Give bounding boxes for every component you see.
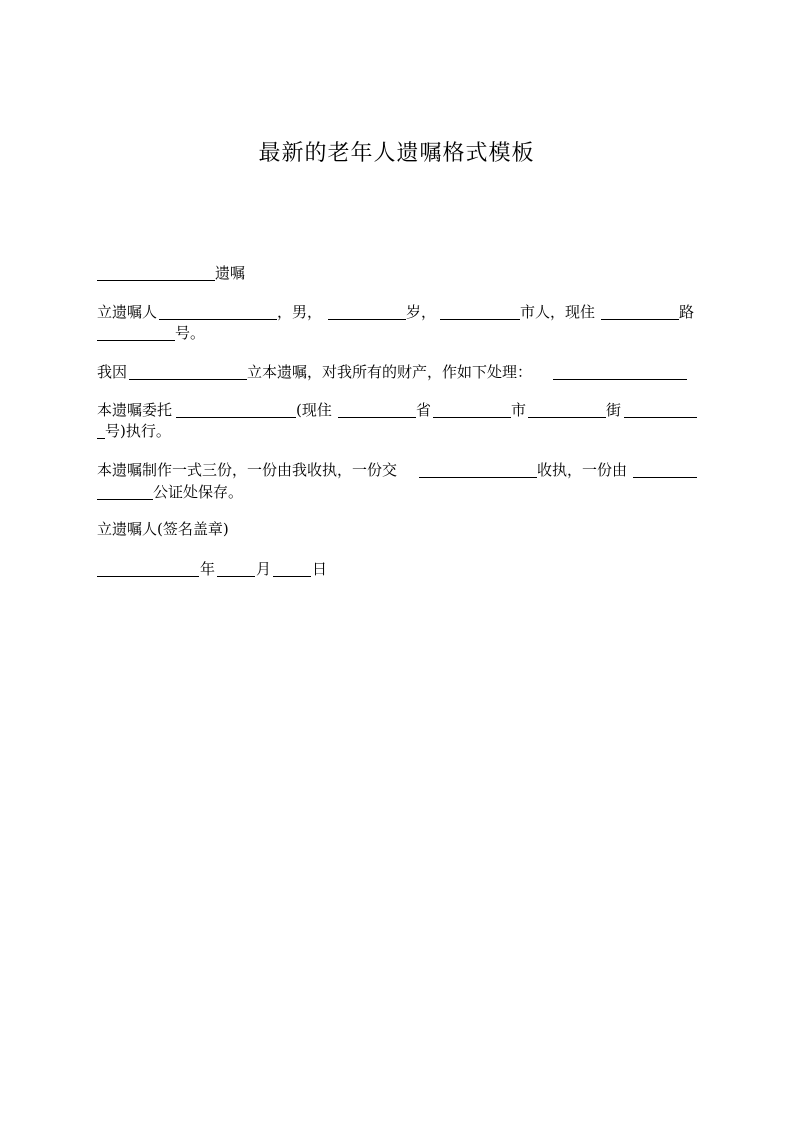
testator-label: 立遗嘱人 — [97, 303, 158, 321]
blank-street[interactable] — [528, 417, 606, 418]
number-unit: 号。 — [175, 324, 206, 342]
blank-road[interactable] — [601, 319, 679, 320]
blank-age[interactable] — [328, 319, 406, 320]
document-title: 最新的老年人遗嘱格式模板 — [258, 141, 535, 166]
blank-executor-number-cont[interactable] — [97, 438, 105, 439]
month-unit: 月 — [256, 560, 272, 578]
blank-reason[interactable] — [129, 379, 247, 380]
city-unit: 市人，现住 — [520, 303, 596, 321]
age-unit: 岁， — [406, 303, 437, 321]
blank-executor-city[interactable] — [433, 417, 511, 418]
copies-tail: 公证处保存。 — [153, 483, 244, 501]
reason-prefix: 我因 — [97, 363, 128, 381]
blank-province[interactable] — [338, 417, 416, 418]
executor-city-unit: 市 — [511, 401, 527, 419]
blank-year[interactable] — [97, 576, 199, 577]
day-unit: 日 — [312, 560, 328, 578]
will-heading-suffix: 遗嘱 — [215, 264, 246, 282]
gender-text: ，男， — [277, 303, 323, 321]
copies-middle: 收执，一份由 — [537, 461, 628, 479]
blank-notary-office[interactable] — [633, 477, 697, 478]
blank-house-number[interactable] — [97, 340, 175, 341]
blank-testator-name[interactable] — [97, 280, 215, 281]
blank-notary-office-cont[interactable] — [97, 499, 153, 500]
executor-tail: 号)执行。 — [105, 422, 171, 440]
province-unit: 省 — [416, 401, 432, 419]
reason-middle: 立本遗嘱，对我所有的财产，作如下处理： — [247, 363, 533, 381]
blank-disposition[interactable] — [553, 379, 687, 380]
year-unit: 年 — [200, 560, 216, 578]
street-unit: 街 — [606, 401, 622, 419]
blank-copy-holder[interactable] — [419, 477, 537, 478]
blank-executor[interactable] — [176, 417, 296, 418]
road-unit: 路 — [679, 303, 695, 321]
blank-day[interactable] — [273, 576, 311, 577]
blank-month[interactable] — [217, 576, 255, 577]
executor-address-open: (现住 — [296, 401, 332, 419]
signature-label: 立遗嘱人(签名盖章) — [97, 520, 229, 538]
blank-city[interactable] — [440, 319, 520, 320]
copies-prefix: 本遗嘱制作一式三份，一份由我收执，一份交 — [97, 461, 398, 479]
blank-executor-number[interactable] — [624, 417, 697, 418]
executor-prefix: 本遗嘱委托 — [97, 401, 173, 419]
blank-name[interactable] — [159, 319, 277, 320]
